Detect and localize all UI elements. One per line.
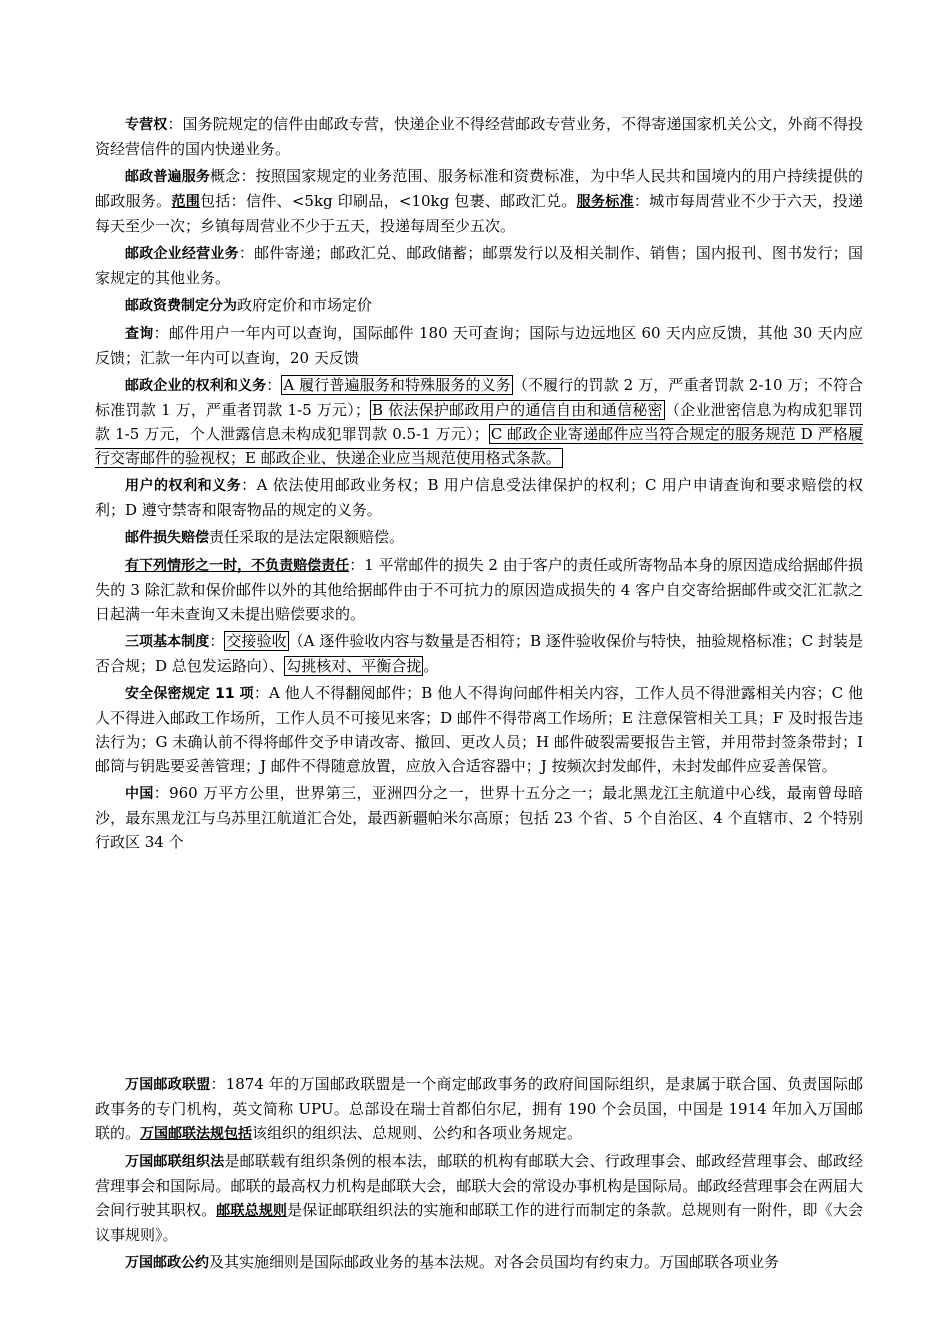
paragraph-tariff: 邮政资费制定分为政府定价和市场定价 [125, 296, 373, 314]
paragraph-compensation: 邮件损失赔偿责任采取的是法定限额赔偿。 [125, 528, 405, 546]
term-upu-regulations: 万国邮联法规包括 [140, 1126, 253, 1142]
boxed-handover: 交接验收 [226, 632, 287, 650]
term-three-systems: 三项基本制度 [125, 634, 210, 650]
paragraph-security-rules: 安全保密规定 11 项：A 他人不得翻阅邮件；B 他人不得询问邮件相关内容，工作人员不得泄露相关内容；C 他人不得进入邮政工作场所，工作人员不可接见来客；D 邮件不得带离工作场所；E 注意保管相关工具；F 及时报告违法行为；G 未确认前不得将邮件交予申请改寄、撤回、更改人员；H 邮件破裂需要报告主管，并用带封签条带封；I 邮筒与钥匙要妥善管理；J 邮件不得随意放置，应放入合适容器中；J 按频次封发邮件，未封发邮件应妥善保管。 [95, 684, 863, 775]
paragraph-user-rights: 用户的权利和义务：A 依法使用邮政业务权；B 用户信息受法律保护的权利；C 用户申请查询和要求赔偿的权利；D 遵守禁寄和限寄物品的规定的义务。 [95, 476, 863, 519]
term-upu-convention: 万国邮政公约 [125, 1255, 209, 1271]
term-monopoly: 专营权 [125, 117, 168, 133]
paragraph-inquiry: 查询：邮件用户一年内可以查询，国际邮件 180 天可查询；国际与边远地区 60 天内应反馈，其他 30 天内应反馈；汇款一年内可以查询，20 天反馈 [95, 324, 863, 367]
boxed-check-balance: 勾挑核对、平衡合拢 [286, 657, 422, 675]
term-tariff: 邮政资费制定分为 [125, 298, 237, 314]
term-service-standard: 服务标准 [576, 194, 634, 210]
term-universal-service: 邮政普遍服务 [125, 169, 211, 185]
term-no-liability: 有下列情形之一时，不负责赔偿责任 [125, 558, 350, 574]
paragraph-upu-convention: 万国邮政公约及其实施细则是国际邮政业务的基本法规。对各会员国均有约束力。万国邮联各项业务 [125, 1253, 780, 1271]
paragraph-upu: 万国邮政联盟：1874 年的万国邮政联盟是一个商定邮政事务的政府间国际组织，是隶属于联合国、负责国际邮政事务的专门机构，英文简称 UPU。总部设在瑞士首都伯尔尼，拥有 190 个会员国，中国是 1914 年加入万国邮联的。万国邮联法规包括该组织的组织法、总规则、公约和各项业务规定。 [95, 1075, 864, 1142]
paragraph-enterprise-rights: 邮政企业的权利和义务： A 履行普遍服务和特殊服务的义务 （不履行的罚款 2 万，严重者罚款 2-10 万；不符合标准罚款 1 万，严重者罚款 1-5 万元）； B 依法保护邮政用户的通信自由和通信秘密 （企业泄密信息为构成犯罪罚款 1-5 万元，个人泄露信息未构成犯罪罚款 0.5-1 万元）； C 邮政企业寄递邮件应当符合规定的服务规范 D 严格履行交寄邮件的验视权；E 邮政企业、快递企业应当规范使用格式条款。 [95, 376, 864, 467]
boxed-item-c: C 邮政企业寄递邮件应当符合规定的服务规范 D 严格履行交寄邮件的验视权；E 邮政企业、快递企业应当规范使用格式条款。 [95, 425, 864, 467]
term-china: 中国 [125, 786, 154, 802]
paragraph-three-systems: 三项基本制度： 交接验收 （A 逐件验收内容与数量是否相符；B 逐件验收保价与特快，抽验规格标准；C 封装是否合规；D 总包发运路向）、 勾挑核对、平衡合拢 。 [95, 632, 863, 675]
term-security-rules: 安全保密规定 11 项 [125, 686, 254, 702]
paragraph-universal-service: 邮政普遍服务概念：按照国家规定的业务范围、服务标准和资费标准，为中华人民共和国境内的用户持续提供的邮政服务。范围包括：信件、<5kg 印刷品，<10kg 包裹、邮政汇兑。服务标准：城市每周营业不少于六天，投递每天至少一次；乡镇每周营业不少于五天，投递每周至少五次。 [95, 167, 863, 235]
term-general-regulations: 邮联总规则 [216, 1203, 288, 1219]
term-inquiry: 查询 [125, 326, 154, 342]
document-page [95, 112, 863, 1278]
blank-gap [95, 857, 863, 1072]
term-upu-constitution: 万国邮联组织法 [125, 1154, 225, 1170]
boxed-item-a: A 履行普遍服务和特殊服务的义务 [283, 376, 511, 394]
term-compensation: 邮件损失赔偿 [125, 530, 209, 546]
paragraph-china: 中国：960 万平方公里，世界第三，亚洲四分之一，世界十五分之一；最北黑龙江主航道中心线，最南曾母暗沙，最东黑龙江与乌苏里江航道汇合处，最西新疆帕米尔高原；包括 23 个省、5 个自治区、4 个直辖市、2 个特别行政区 34 个 [95, 784, 864, 851]
term-scope: 范围 [171, 194, 201, 210]
term-business-scope: 邮政企业经营业务 [125, 246, 239, 262]
term-upu: 万国邮政联盟 [125, 1077, 211, 1093]
boxed-item-b: B 依法保护邮政用户的通信自由和通信秘密 [372, 401, 663, 419]
paragraph-business-scope: 邮政企业经营业务：邮件寄递；邮政汇兑、邮政储蓄；邮票发行以及相关制作、销售；国内报刊、图书发行；国家规定的其他业务。 [95, 244, 864, 287]
paragraph-upu-constitution: 万国邮联组织法是邮联载有组织条例的根本法，邮联的机构有邮联大会、行政理事会、邮政经营理事会、邮政经营理事会和国际局。邮联的最高权力机构是邮联大会，邮联大会的常设办事机构是国际局。邮政经营理事会在两届大会间行驶其职权。邮联总规则是保证邮联组织法的实施和邮联工作的进行而制定的条款。总规则有一附件，即《大会议事规则》。 [95, 1152, 864, 1244]
paragraph-no-liability: 有下列情形之一时，不负责赔偿责任：1 平常邮件的损失 2 由于客户的责任或所寄物品本身的原因造成给据邮件损失的 3 除汇款和保价邮件以外的其他给据邮件由于不可抗力的原因造成损失的 4 客户自交寄给据邮件或交汇汇款之日起满一年未查询又未提出赔偿要求的。 [95, 556, 864, 623]
term-user-rights: 用户的权利和义务 [125, 478, 242, 494]
paragraph-monopoly: 专营权：国务院规定的信件由邮政专营，快递企业不得经营邮政专营业务，不得寄递国家机关公文，外商不得投资经营信件的国内快递业务。 [95, 115, 863, 158]
term-enterprise-rights: 邮政企业的权利和义务 [125, 378, 267, 394]
